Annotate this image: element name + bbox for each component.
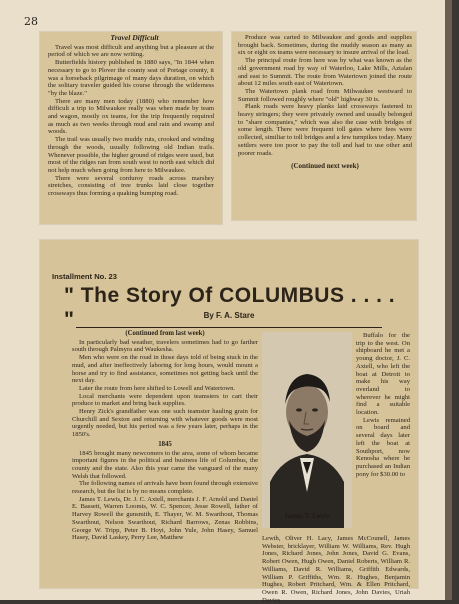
paragraph: Lewth, Oliver H. Lacy, James McCounell, James Webster, bricklayer, William W. Williams, Rev. Hugh Jones, Richard Jones, John Jones, David G. Evans, Robert Owen, Hugh Owen, Daniel Roberts, William R. Williams, David R. Williams, Griffith Edwards, William P. Griffiths, Wm. R. Hughes, Benjamin Hughes, Robert Pritchard, Wm. & Ellen Pritchard, Owen R. Owen, Richard Jones, John Davies, Uriah Davies. [262,535,410,604]
portrait-image [262,332,352,528]
paragraph: Henry Zick's grandfather was one such teamster hauling grain for Churchill and Sexton and returning with whatever goods were most urgently needed, but his period was a few years later, perhaps in the 1850's. [72,408,258,439]
continued-from-note: (Continued from last week) [125,330,205,337]
installment-label: Installment No. 23 [52,272,117,281]
paragraph: Plank roads were heavy planks laid crossways fastened to heavy stringers; they were privately owned and usually belonged to "share companies," which was also the case with bridges of some length. There were frequent toll gates where fees were collected, similiar to toll bridges and a few turnpikes today. Many settlers were too poor to pay the toll and had to use other and poorer roads. [238,103,412,157]
clipping-heading: Travel Difficult [110,33,159,42]
paragraph: James T. Lewis, Dr. J. C. Axtell, merchants J. F. Arnold and Daniel E. Bassett, Warren Loomis, W. C. Spencer, Jesse Rowell, father of Harvey Rowell the gunsmith, E. Thayer, W. M. Swarthout, Thomas Swarthout, Nelson Swarthout, Richard Barrows, Zenas Robbins, George W. Tripp, Peter B. Hoyt, John Yule, John Hasey, Samuel Hasey, David Laskey, Perry Lee, Matthew [72,495,258,542]
page-number: 28 [24,15,38,28]
paragraph: Produce was carted to Milwaukee and goods and supplies brought back. Sometimes, during the muddy season as many as six or eight ox teams were necessary to insure arrival of the load. [238,34,412,57]
paragraph: In particularly bad weather, travelers sometimes had to go farther south through Palmyra and Waukesha. [72,338,258,354]
book-binding-edge [445,0,452,600]
clipping-plank-roads [232,32,416,220]
paragraph: The trail was usually two muddy ruts, crooked and winding through the woods, usually following old Indian trails. Whenever possible, the higher ground of ridges were used, but most of the ridges ran from south west to north east which did not help much when going from here to Milwaukee. [48,136,214,174]
right-column [356,332,410,478]
story-title: " The Story Of COLUMBUS . . . . " [64,284,396,331]
bottom-column [262,535,410,604]
paragraph: Later the route from here shifted to Lowell and Watertown. [79,384,236,392]
byline: By F. A. Stare [203,311,255,320]
portrait-caption: James T. Lewis [284,512,330,520]
title-rule [76,327,382,328]
portrait-james-t-lewis [262,332,352,528]
paragraph: 1845 brought many newcomers to the area, some of whom became important figures in the political and business life of Columbus, the county and the state. Also this year came the vanguard of the many Welsh that followed. [72,449,258,480]
left-column [72,330,258,542]
continued-note: (Continued next week) [291,162,359,171]
paragraph: The Watertown plank road from Milwaukee westward to Summit followed roughly where "old" highway 30 is. [238,87,412,103]
paragraph: There are many men today (1880) who remember how difficult a trip to Milwaukee really was when made by team and wagon, mostly ox teams, for the trip frequently required as much as two weeks through mud and rain and swamp and woods. [48,97,214,136]
paragraph: Travel was most difficult and anything but a pleasure at the period of which we are now writing. [48,43,214,59]
clipping-story-of-columbus [40,240,418,604]
paragraph: There were several corduroy roads across marshey stretches, consisting of tree trunks laid close together crossways thus forming a quaking bumping road. [48,174,214,198]
paragraph: The principal route from here was by what was known as the old government road by way of Waterloo, Lake Mills, Aztalan and east to Summit. The route from Watertown joined the route about 12 miles south east of Watertown. [238,57,412,88]
paragraph: Lewis remained on board and several days later left the boat at Southport, now Kenosha where he purchased an Indian pony for $30.00 to [356,416,410,478]
paragraph: Men who were on the road in those days told of being stuck in the mud, and after ineffectively laboring for long hours, would mount a horse and try to find assistance, sometimes not getting back until the next day. [72,354,258,385]
paragraph: Buffalo for the trip to the west. On shipboard he met a young doctor, J. C. Axtell, who left the boat at Detroit to make his way overland to wherever he might find a suitable location. [356,332,410,417]
section-subheading: 1845 [158,440,172,448]
paragraph: Butterfields history published in 1880 says, "In 1844 when necessary to go to Plover the county seat of Portage county, it was a horseback pilgrimage of many days duration, on which the solitary traveler guided his course through the wilderness "by the blaze." [48,59,214,97]
clipping-travel-difficult [40,32,222,224]
paragraph: The following names of arrivals have been found through extensive research, but the list is by no means complete. [72,480,258,496]
paragraph: Local merchants were dependent upon teamsters to cart their produce to market and bring back supplies. [72,392,258,408]
